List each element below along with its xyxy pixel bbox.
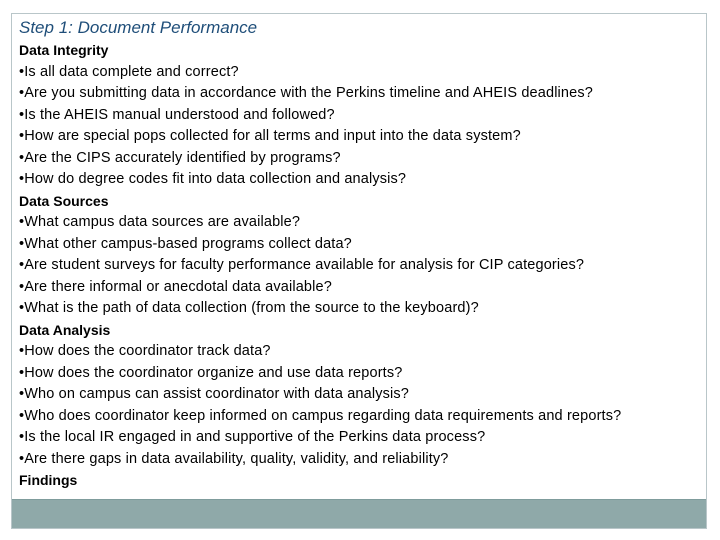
bullet-item: •What other campus-based programs collect data? bbox=[19, 235, 352, 252]
section-data-sources bbox=[19, 191, 702, 320]
slide-title: Step 1: Document Performance bbox=[19, 18, 258, 37]
bullet-item: •How do degree codes fit into data collection and analysis? bbox=[19, 171, 407, 187]
bullet-item: •Who on campus can assist coordinator with data analysis? bbox=[19, 386, 410, 402]
bullet-item: •Is all data complete and correct? bbox=[19, 63, 239, 80]
slide-content bbox=[19, 16, 702, 492]
bullet-item: •How are special pops collected for all terms and input into the data system? bbox=[19, 128, 521, 144]
slide-frame bbox=[11, 13, 707, 529]
bullet-item: •What campus data sources are available? bbox=[19, 214, 301, 230]
section-heading: Data Integrity bbox=[19, 42, 109, 58]
bullet-item: •Are there informal or anecdotal data available? bbox=[19, 278, 332, 295]
bullet-item: •Is the AHEIS manual understood and followed? bbox=[19, 106, 335, 123]
section-data-integrity bbox=[19, 40, 702, 191]
bullet-item: •What is the path of data collection (from the source to the keyboard)? bbox=[19, 300, 479, 316]
bullet-item: •How does the coordinator organize and use data reports? bbox=[19, 364, 403, 381]
section-heading: Findings bbox=[19, 472, 78, 488]
bullet-item: •Are there gaps in data availability, quality, validity, and reliability? bbox=[19, 450, 449, 467]
bullet-item: •Is the local IR engaged in and supportive of the Perkins data process? bbox=[19, 429, 486, 445]
bullet-item: •Are you submitting data in accordance with the Perkins timeline and AHEIS deadlines? bbox=[19, 85, 593, 101]
section-heading: Data Analysis bbox=[19, 321, 111, 338]
section-heading: Data Sources bbox=[19, 192, 109, 209]
bullet-item: •Who does coordinator keep informed on campus regarding data requirements and reports? bbox=[19, 407, 622, 424]
bullet-item: •Are the CIPS accurately identified by programs? bbox=[19, 149, 341, 166]
section-data-analysis bbox=[19, 320, 702, 471]
footer-band bbox=[12, 499, 706, 528]
section-findings bbox=[19, 470, 702, 492]
bullet-item: •How does the coordinator track data? bbox=[19, 343, 271, 359]
bullet-item: •Are student surveys for faculty performance available for analysis for CIP categories? bbox=[19, 257, 585, 273]
